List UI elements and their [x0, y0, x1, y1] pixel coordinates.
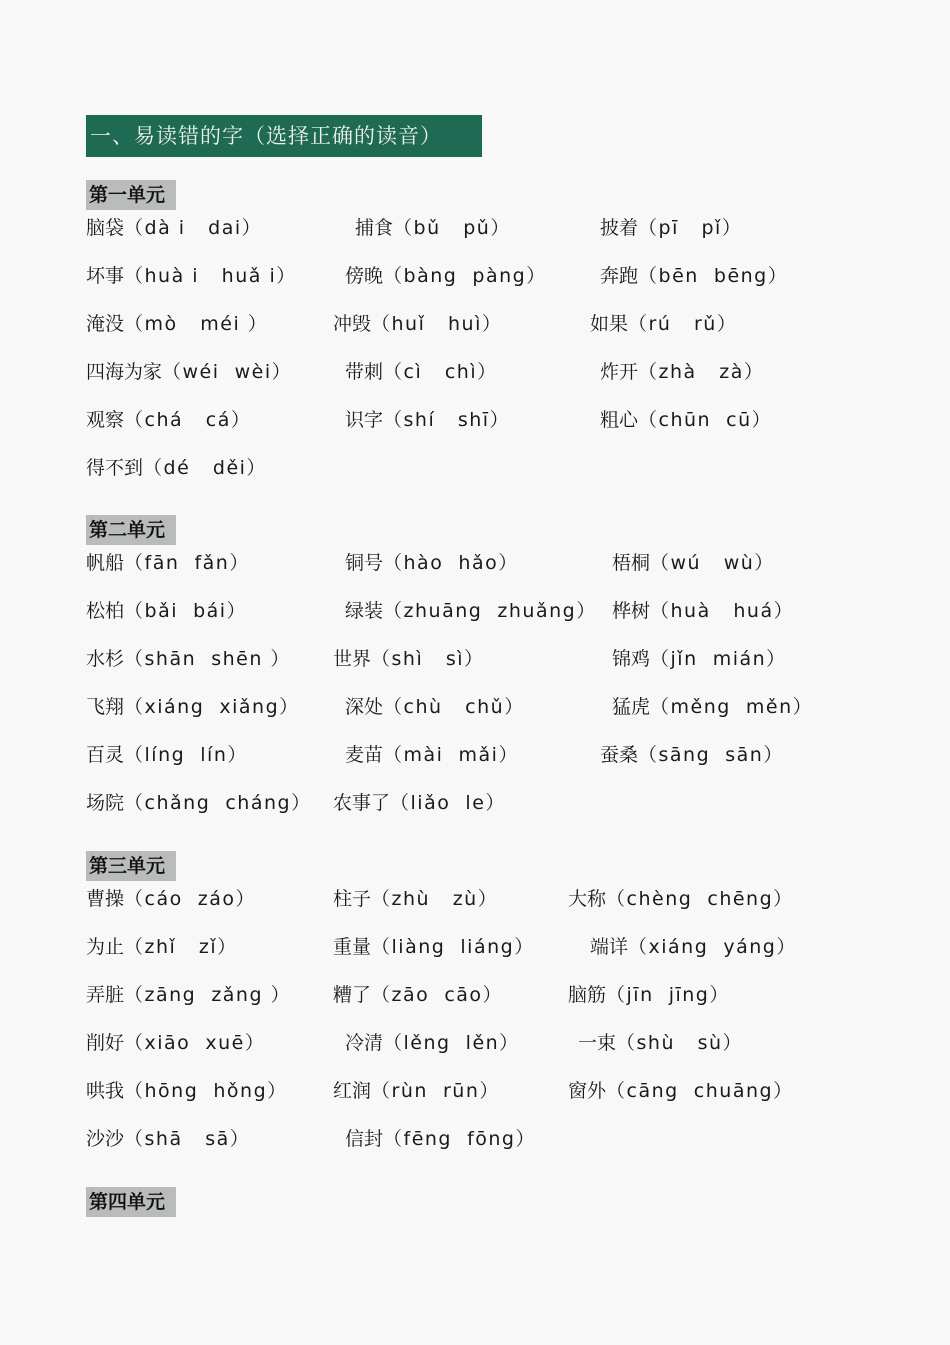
- pinyin-options: （sāng sān）: [638, 744, 784, 766]
- pinyin-options: （liǎo le）: [390, 792, 506, 814]
- vocab-word: 带刺: [345, 361, 384, 383]
- vocab-word: 场院: [86, 792, 125, 814]
- vocab-entry: [345, 597, 597, 625]
- pinyin-options: （bàng pàng）: [383, 265, 547, 287]
- vocab-word: 锦鸡: [612, 648, 651, 670]
- vocab-word: 炸开: [600, 361, 639, 383]
- vocab-entry: [333, 645, 485, 673]
- vocab-entry: [86, 741, 248, 769]
- vocab-word: 窗外: [568, 1080, 607, 1102]
- vocab-entry: [612, 693, 813, 721]
- vocab-word: 柱子: [333, 888, 372, 910]
- pinyin-options: （mò méi ）: [124, 313, 269, 335]
- vocab-word: 曹操: [86, 888, 125, 910]
- pinyin-options: （líng lín）: [124, 744, 248, 766]
- pinyin-options: （fēng fōng）: [383, 1128, 536, 1150]
- vocab-word: 松柏: [86, 600, 125, 622]
- vocab-word: 红润: [333, 1080, 372, 1102]
- vocab-word: 桦树: [612, 600, 651, 622]
- vocab-entry: [612, 645, 787, 673]
- vocab-word: 脑袋: [86, 217, 125, 239]
- pinyin-options: （shù sù）: [616, 1032, 744, 1054]
- unit-heading: 第二单元: [86, 515, 176, 545]
- vocab-entry: [333, 310, 502, 338]
- vocab-word: 端详: [590, 936, 629, 958]
- pinyin-options: （zāng zǎng ）: [124, 984, 292, 1006]
- pinyin-options: （rú rǔ）: [628, 313, 738, 335]
- vocab-entry: [345, 1029, 520, 1057]
- vocab-word: 观察: [86, 409, 125, 431]
- pinyin-options: （chá cá）: [124, 409, 252, 431]
- pinyin-options: （liàng liáng）: [371, 936, 535, 958]
- vocab-word: 飞翔: [86, 696, 125, 718]
- vocab-entry: [345, 262, 547, 290]
- vocab-entry: [333, 789, 506, 817]
- vocab-word: 蚕桑: [600, 744, 639, 766]
- pinyin-options: （xiáng yáng）: [628, 936, 797, 958]
- pinyin-options: （cáo záo）: [124, 888, 257, 910]
- pinyin-options: （chù chǔ）: [383, 696, 525, 718]
- pinyin-options: （pī pǐ）: [638, 217, 743, 239]
- vocab-entry: [345, 358, 498, 386]
- vocab-entry: [345, 1125, 536, 1153]
- vocab-entry: [86, 262, 297, 290]
- vocab-entry: [86, 693, 300, 721]
- vocab-word: 坏事: [86, 265, 125, 287]
- vocab-word: 傍晚: [345, 265, 384, 287]
- vocab-entry: [86, 645, 291, 673]
- vocab-entry: [86, 454, 267, 482]
- vocab-entry: [86, 358, 292, 386]
- vocab-word: 冲毁: [333, 313, 372, 335]
- pinyin-options: （shā sā）: [124, 1128, 251, 1150]
- pinyin-options: （zhà zà）: [638, 361, 765, 383]
- vocab-entry: [355, 214, 511, 242]
- vocab-entry: [600, 741, 784, 769]
- vocab-entry: [86, 1125, 250, 1153]
- pinyin-options: （xiáng xiǎng）: [124, 696, 300, 718]
- vocab-word: 沙沙: [86, 1128, 125, 1150]
- vocab-entry: [612, 549, 775, 577]
- vocab-entry: [333, 885, 498, 913]
- vocab-word: 猛虎: [612, 696, 651, 718]
- vocab-word: 冷清: [345, 1032, 384, 1054]
- vocab-entry: [612, 597, 794, 625]
- pinyin-options: （chèng chēng）: [606, 888, 794, 910]
- pinyin-options: （wéi wèi）: [162, 361, 293, 383]
- vocab-entry: [345, 406, 510, 434]
- vocab-entry: [600, 262, 788, 290]
- vocab-word: 深处: [345, 696, 384, 718]
- vocab-entry: [345, 549, 519, 577]
- pinyin-options: （jǐn mián）: [650, 648, 787, 670]
- vocab-word: 捕食: [355, 217, 394, 239]
- vocab-entry: [86, 981, 291, 1009]
- unit-heading: 第三单元: [86, 851, 176, 881]
- unit-heading: 第一单元: [86, 180, 176, 210]
- vocab-entry: [568, 1077, 794, 1105]
- vocab-word: 一束: [578, 1032, 617, 1054]
- pinyin-options: （bǎi bái）: [124, 600, 248, 622]
- vocab-entry: [590, 933, 797, 961]
- vocab-word: 识字: [345, 409, 384, 431]
- vocab-word: 水杉: [86, 648, 125, 670]
- vocab-entry: [600, 214, 742, 242]
- pinyin-options: （wú wù）: [650, 552, 775, 574]
- vocab-entry: [590, 310, 737, 338]
- vocab-entry: [600, 358, 764, 386]
- vocab-word: 为止: [86, 936, 125, 958]
- vocab-entry: [86, 214, 262, 242]
- section-title: 一、易读错的字（选择正确的读音）: [86, 115, 482, 157]
- pinyin-options: （chǎng cháng）: [124, 792, 312, 814]
- vocab-word: 削好: [86, 1032, 125, 1054]
- vocab-word: 麦苗: [345, 744, 384, 766]
- vocab-entry: [86, 310, 268, 338]
- pinyin-options: （bǔ pǔ）: [393, 217, 511, 239]
- vocab-entry: [333, 1077, 500, 1105]
- vocab-word: 重量: [333, 936, 372, 958]
- vocab-word: 信封: [345, 1128, 384, 1150]
- vocab-entry: [600, 406, 772, 434]
- vocab-word: 得不到: [86, 457, 144, 479]
- pinyin-options: （cāng chuāng）: [606, 1080, 794, 1102]
- pinyin-options: （dà i dai）: [124, 217, 263, 239]
- pinyin-options: （jīn jīng）: [606, 984, 730, 1006]
- pinyin-options: （shí shī）: [383, 409, 511, 431]
- vocab-entry: [86, 1029, 265, 1057]
- pinyin-options: （hōng hǒng）: [124, 1080, 288, 1102]
- vocab-entry: [86, 597, 247, 625]
- vocab-word: 淹没: [86, 313, 125, 335]
- vocab-word: 世界: [333, 648, 372, 670]
- vocab-entry: [345, 693, 525, 721]
- pinyin-options: （zhuāng zhuǎng）: [383, 600, 597, 622]
- vocab-entry: [86, 885, 256, 913]
- vocab-word: 弄脏: [86, 984, 125, 1006]
- pinyin-options: （huǐ huì）: [371, 313, 503, 335]
- vocab-word: 哄我: [86, 1080, 125, 1102]
- vocab-word: 农事了: [333, 792, 391, 814]
- pinyin-options: （bēn bēng）: [638, 265, 789, 287]
- vocab-entry: [86, 406, 251, 434]
- vocab-word: 铜号: [345, 552, 384, 574]
- vocab-entry: [568, 885, 794, 913]
- vocab-entry: [86, 1077, 288, 1105]
- pinyin-options: （hào hǎo）: [383, 552, 519, 574]
- vocab-word: 大称: [568, 888, 607, 910]
- vocab-word: 奔跑: [600, 265, 639, 287]
- pinyin-options: （lěng lěn）: [383, 1032, 520, 1054]
- vocab-entry: [568, 981, 730, 1009]
- vocab-word: 梧桐: [612, 552, 651, 574]
- pinyin-options: （huà huá）: [650, 600, 795, 622]
- pinyin-options: （xiāo xuē）: [124, 1032, 266, 1054]
- vocab-word: 粗心: [600, 409, 639, 431]
- vocab-entry: [86, 933, 238, 961]
- vocab-word: 如果: [590, 313, 629, 335]
- vocab-word: 脑筋: [568, 984, 607, 1006]
- vocab-word: 帆船: [86, 552, 125, 574]
- pinyin-options: （zhǐ zǐ）: [124, 936, 238, 958]
- vocab-word: 绿装: [345, 600, 384, 622]
- vocab-entry: [86, 549, 250, 577]
- vocab-word: 披着: [600, 217, 639, 239]
- vocab-word: 四海为家: [86, 361, 163, 383]
- pinyin-options: （cì chì）: [383, 361, 498, 383]
- vocab-entry: [86, 789, 312, 817]
- pinyin-options: （zāo cāo）: [371, 984, 504, 1006]
- vocab-entry: [333, 933, 535, 961]
- pinyin-options: （dé děi）: [143, 457, 267, 479]
- pinyin-options: （shì sì）: [371, 648, 485, 670]
- vocab-word: 糟了: [333, 984, 372, 1006]
- pinyin-options: （chūn cū）: [638, 409, 773, 431]
- pinyin-options: （rùn rūn）: [371, 1080, 500, 1102]
- vocab-word: 百灵: [86, 744, 125, 766]
- vocab-entry: [333, 981, 503, 1009]
- pinyin-options: （mài mǎi）: [383, 744, 519, 766]
- pinyin-options: （zhù zù）: [371, 888, 499, 910]
- pinyin-options: （měng měn）: [650, 696, 814, 718]
- vocab-entry: [578, 1029, 743, 1057]
- unit-heading: 第四单元: [86, 1187, 176, 1217]
- vocab-entry: [345, 741, 519, 769]
- pinyin-options: （fān fǎn）: [124, 552, 250, 574]
- pinyin-options: （shān shēn ）: [124, 648, 291, 670]
- pinyin-options: （huà i huǎ i）: [124, 265, 297, 287]
